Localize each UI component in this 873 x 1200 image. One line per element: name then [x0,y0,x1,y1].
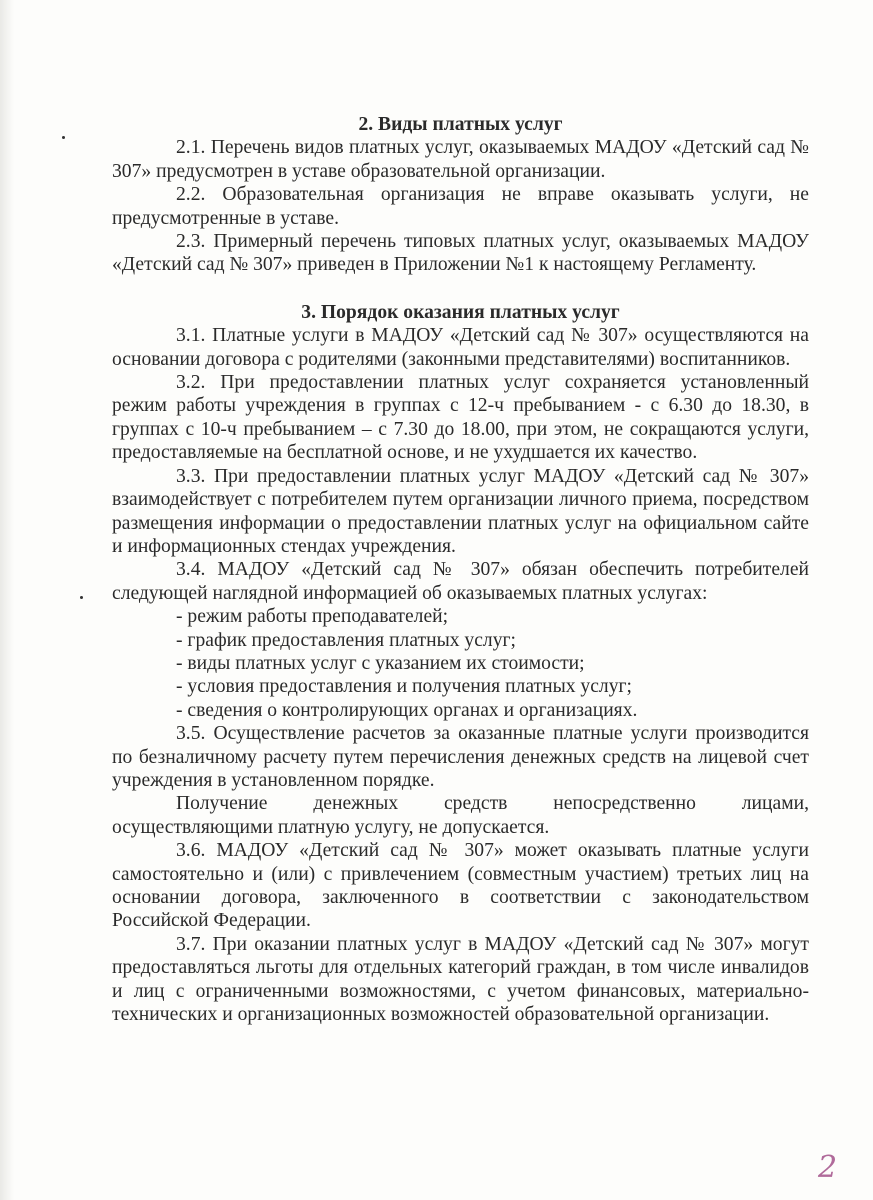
paragraph-3-7: 3.7. При оказании платных услуг в МАДОУ «Детский сад № 307» могут предоставляться льготы для отдельных категорий граждан, в том числе инвалидов и лиц с ограниченными возможностями, с учетом финансовых, материально-технических и организационных возможностей образовательной организации. [112,933,809,1026]
section-3-title: 3. Порядок оказания платных услуг [301,301,620,323]
list-item: - график предоставления платных услуг; [176,629,516,651]
paragraph-3-3: 3.3. При предоставлении платных услуг МАДОУ «Детский сад № 307» взаимодействует с потребителем путем организации личного приема, посредством размещения информации о предоставлении платных услуг на официальном сайте и информационных стендах учреждения. [112,465,809,557]
paragraph-2-3: 2.3. Примерный перечень типовых платных услуг, оказываемых МАДОУ «Детский сад № 307» приведен в Приложении №1 к настоящему Регламенту. [112,231,809,276]
list-item: - условия предоставления и получения платных услуг; [176,676,632,698]
list-item: - режим работы преподавателей; [176,606,449,628]
scan-edge [0,0,14,1200]
paragraph-3-5: 3.5. Осуществление расчетов за оказанные платные услуги производится по безналичному расчету путем перечисления денежных средств на лицевой счет учреждения в установленном порядке. [112,723,809,791]
list-item: - сведения о контролирующих органах и организациях. [176,699,638,721]
section-2-title: 2. Виды платных услуг [358,114,563,135]
paragraph-2-1: 2.1. Перечень видов платных услуг, оказываемых МАДОУ «Детский сад № 307» предусмотрен в уставе образовательной организации. [112,137,809,182]
list-item: - виды платных услуг с указанием их стоимости; [176,652,585,674]
scan-speck [80,596,83,599]
scan-speck [62,136,65,139]
document-page [112,113,809,1026]
paragraph-3-4: 3.4. МАДОУ «Детский сад № 307» обязан обеспечить потребителей следующей наглядной информацией об оказываемых платных услугах: [112,559,809,604]
paragraph-3-2: 3.2. При предоставлении платных услуг сохраняется установленный режим работы учреждения в группах с 12-ч пребыванием - с 6.30 до 18.30, в группах с 10-ч пребыванием – с 7.30 до 18.00, при этом, не сокращаются услуги, предоставляемые на бесплатной основе, и не ухудшается их качество. [112,372,809,464]
handwritten-page-number: 2 [818,1150,838,1185]
paragraph-3-1: 3.1. Платные услуги в МАДОУ «Детский сад № 307» осуществляются на основании договора с родителями (законными представителями) воспитанников. [112,325,809,370]
paragraph-3-5-continued: Получение денежных средств непосредственно лицами, осуществляющими платную услугу, не допускается. [112,793,809,838]
paragraph-2-2: 2.2. Образовательная организация не вправе оказывать услуги, не предусмотренные в уставе. [112,184,809,229]
paragraph-3-6: 3.6. МАДОУ «Детский сад № 307» может оказывать платные услуги самостоятельно и (или) с привлечением (совместным участием) третьих лиц на основании договора, заключенного в соответствии с законодательством Российской Федерации. [112,840,809,932]
